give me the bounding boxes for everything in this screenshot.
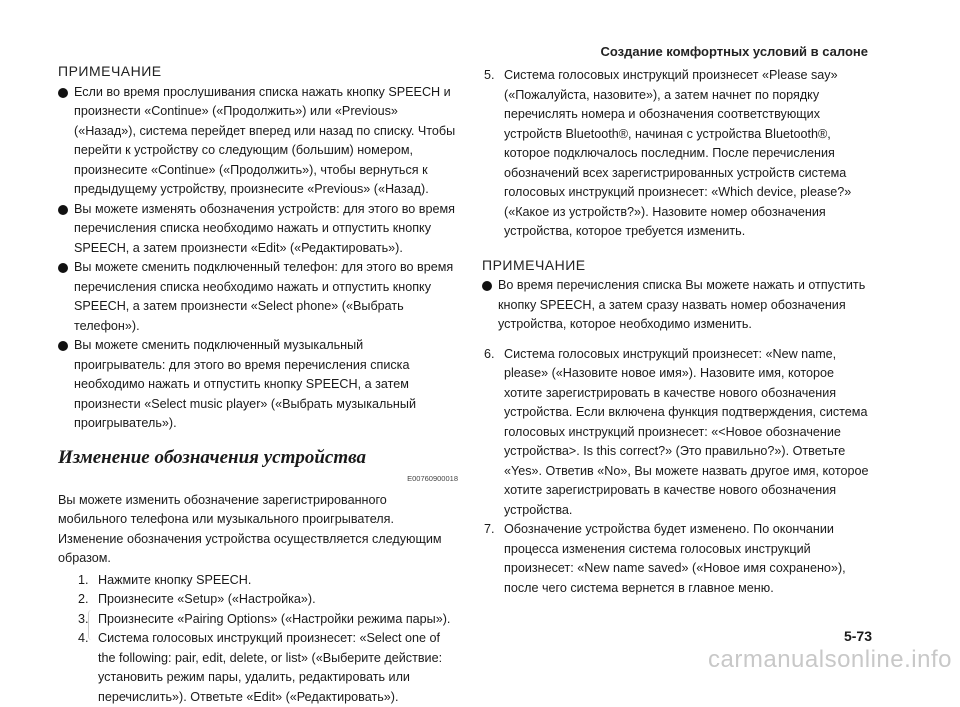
step-number: 5.: [484, 66, 495, 86]
step-item: [482, 520, 874, 598]
step-item: [482, 345, 874, 521]
step-text: Нажмите кнопку SPEECH.: [98, 573, 251, 587]
step-text: Произнесите «Setup» («Настройка»).: [98, 592, 316, 606]
scan-artifact: [88, 610, 95, 640]
step-item: [58, 610, 458, 630]
step-number: 7.: [484, 520, 495, 540]
left-column: [58, 62, 458, 707]
intro-paragraph: Вы можете изменить обозначение зарегистрированного мобильного телефона или музыкального проигрывателя. Изменение обозначения устройства осуществляется следующим образом.: [58, 491, 458, 569]
page-number: 5-73: [844, 628, 872, 644]
right-column: [482, 64, 874, 598]
step-item: [58, 571, 458, 591]
note-bullets: [58, 83, 458, 434]
note-bullet: Вы можете сменить подключенный музыкальный проигрыватель: для этого во время перечисления списка необходимо нажать и отпустить кнопку SPEECH, а затем произнести «Select music player» («Выбрать музыкальный проигрыватель»).: [58, 336, 458, 434]
section-code: E00760900018: [58, 469, 458, 489]
note-bullet: Вы можете изменять обозначения устройств: для этого во время перечисления списка необходимо нажать и отпустить кнопку SPEECH, а затем произнести «Edit» («Редактировать»).: [58, 200, 458, 259]
step-number: 1.: [78, 571, 89, 591]
page-header: Создание комфортных условий в салоне: [601, 44, 869, 59]
note-bullet: Вы можете сменить подключенный телефон: для этого во время перечисления списка необходимо нажать и отпустить кнопку SPEECH, а затем произнести «Select phone» («Выбрать телефон»).: [58, 258, 458, 336]
step-item: [482, 66, 874, 242]
note-title: ПРИМЕЧАНИЕ: [58, 62, 458, 82]
step-text: Обозначение устройства будет изменено. По окончании процесса изменения система голосовых инструкций произнесет: «New name saved» («Новое имя сохранено»), после чего система вернется в главное меню.: [504, 522, 846, 595]
section-title: Изменение обозначения устройства: [58, 448, 458, 468]
step-number: 2.: [78, 590, 89, 610]
note-title: ПРИМЕЧАНИЕ: [482, 256, 874, 276]
step-number: 3.: [78, 610, 89, 630]
note-bullets: [482, 276, 874, 335]
note-bullet: Если во время прослушивания списка нажать кнопку SPEECH и произнести «Continue» («Продолжить») или «Previous» («Назад»), система перейдет вперед или назад по списку. Чтобы перейти к устройству со следующим (большим) номером, произнесите «Continue» («Продолжить»), чтобы вернуться к предыдущему устройству, произнесите «Previous» («Назад).: [58, 83, 458, 200]
step-number: 4.: [78, 629, 89, 649]
watermark: carmanualsonline.info: [708, 646, 952, 674]
step-text: Система голосовых инструкций произнесет «Please say» («Пожалуйста, назовите»), а затем начнет по порядку перечислять номера и обозначения соответствующих устройств Bluetooth®, начиная с устройства Bluetooth®, которое подключалось последним. После перечисления обозначений всех зарегистрированных устройств система голосовых инструкций произнесет: «Which device, please?» («Какое из устройств?»). Назовите номер обозначения устройства, которое требуется изменить.: [504, 68, 851, 238]
step-text: Система голосовых инструкций произнесет: «New name, please» («Назовите новое имя»). Назовите имя, которое хотите зарегистрировать в качестве нового обозначения устройства. Если включена функция подтверждения, система голосовых инструкций произнесет: «<Новое обозначение устройства>. Is this correct?» (Это правильно?»). Ответьте «Yes». Ответив «No», Вы можете назвать другое имя, которое хотите зарегистрировать в качестве нового обозначения устройства.: [504, 347, 869, 517]
steps-list: [58, 571, 458, 707]
steps-list-continued: [482, 66, 874, 242]
step-item: [58, 629, 458, 707]
step-text: Система голосовых инструкций произнесет: «Select one of the following: pair, edit, delete, or list» («Выберите действие: установить режим пары, удалить, редактировать или перечислить»). Ответьте «Edit» («Редактировать»).: [98, 631, 442, 704]
step-number: 6.: [484, 345, 495, 365]
steps-list-final: [482, 345, 874, 599]
note-bullet: Во время перечисления списка Вы можете нажать и отпустить кнопку SPEECH, а затем сразу назвать номер обозначения устройства, которое необходимо изменить.: [482, 276, 874, 335]
step-item: [58, 590, 458, 610]
step-text: Произнесите «Pairing Options» («Настройки режима пары»).: [98, 612, 450, 626]
note-block: [482, 256, 874, 335]
